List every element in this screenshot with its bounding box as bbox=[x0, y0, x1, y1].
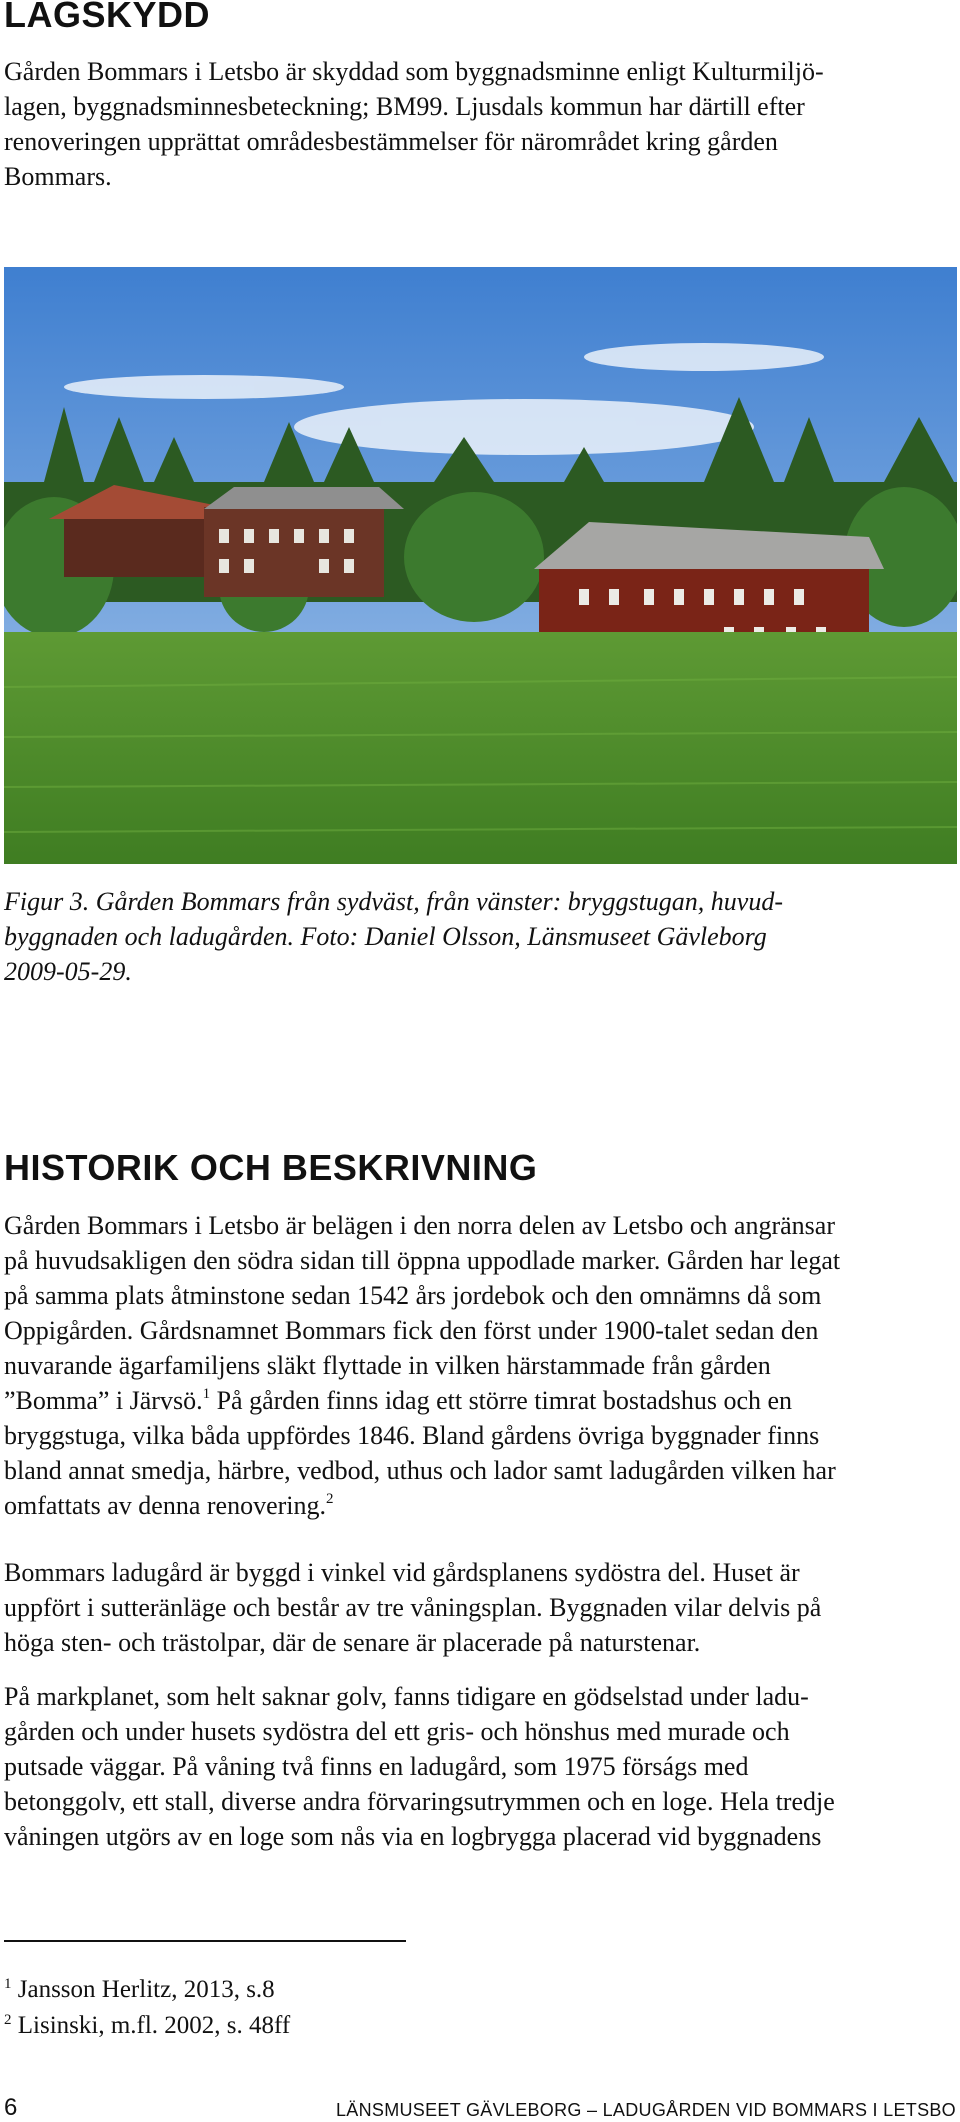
footnote-number: 2 bbox=[4, 2012, 12, 2028]
text-line: Bommars ladugård är byggd i vinkel vid gårdsplanens sydöstra del. Huset är bbox=[4, 1558, 800, 1587]
text-line: höga sten- och trästolpar, där de senare är placerade på naturstenar. bbox=[4, 1628, 701, 1657]
text-line: på samma plats åtminstone sedan 1542 års jordebok och den omnämns då som bbox=[4, 1281, 822, 1310]
text-line: bland annat smedja, härbre, vedbod, uthus och lador samt ladugården vilken har bbox=[4, 1456, 836, 1485]
text-line: På markplanet, som helt saknar golv, fanns tidigare en gödselstad under ladu- bbox=[4, 1682, 809, 1711]
farm-photo-illustration bbox=[4, 267, 957, 864]
footnote-text: Jansson Herlitz, 2013, s.8 bbox=[11, 1976, 275, 2003]
caption-line: byggnaden och ladugården. Foto: Daniel Olsson, Länsmuseet Gävleborg bbox=[4, 922, 767, 951]
figure-caption bbox=[4, 884, 954, 989]
historik-paragraph-1 bbox=[4, 1208, 954, 1523]
text-line: gården och under husets sydöstra del ett gris- och hönshus med murade och bbox=[4, 1717, 790, 1746]
text-line: Gården Bommars i Letsbo är skyddad som byggnadsminne enligt Kulturmiljö- bbox=[4, 57, 824, 86]
footnotes bbox=[4, 1972, 704, 2044]
text-line: lagen, byggnadsminnesbeteckning; BM99. Ljusdals kommun har därtill efter bbox=[4, 92, 805, 121]
footnote-text: Lisinski, m.fl. 2002, s. 48ff bbox=[11, 2012, 291, 2039]
section-heading-historik: HISTORIK OCH BESKRIVNING bbox=[4, 1147, 538, 1188]
caption-line: Figur 3. Gården Bommars från sydväst, från vänster: bryggstugan, huvud- bbox=[4, 887, 783, 916]
footnote-1 bbox=[4, 1972, 704, 2008]
text-line: uppfört i sutteränläge och består av tre våningsplan. Byggnaden vilar delvis på bbox=[4, 1593, 822, 1622]
text-line: på huvudsakligen den södra sidan till öppna uppodlade marker. Gården har legat bbox=[4, 1246, 841, 1275]
farm-photo bbox=[4, 267, 957, 864]
page-number: 6 bbox=[4, 2094, 18, 2121]
footnote-2 bbox=[4, 2008, 704, 2044]
text-fragment: ”Bomma” i Järvsö. bbox=[4, 1386, 203, 1415]
text-line: Bommars. bbox=[4, 162, 112, 191]
text-line: bryggstuga, vilka båda uppfördes 1846. Bland gårdens övriga byggnader finns bbox=[4, 1421, 820, 1450]
lagskydd-paragraph bbox=[4, 54, 954, 194]
historik-paragraph-3 bbox=[4, 1679, 954, 1854]
text-line bbox=[4, 1383, 954, 1418]
text-line: Gården Bommars i Letsbo är belägen i den norra delen av Letsbo och angränsar bbox=[4, 1211, 835, 1240]
text-line bbox=[4, 1488, 954, 1523]
text-line: betonggolv, ett stall, diverse andra förvaringsutrymmen och en loge. Hela tredje bbox=[4, 1787, 835, 1816]
footnote-separator bbox=[4, 1940, 406, 1942]
footnote-ref-2: 2 bbox=[326, 1491, 334, 1507]
section-heading-lagskydd: LAGSKYDD bbox=[4, 0, 211, 35]
text-line: våningen utgörs av en loge som nås via en logbrygga placerad vid byggnadens bbox=[4, 1822, 822, 1851]
text-line: Oppigården. Gårdsnamnet Bommars fick den först under 1900-talet sedan den bbox=[4, 1316, 819, 1345]
historik-paragraph-2 bbox=[4, 1555, 954, 1660]
huvudbyggnad bbox=[204, 487, 404, 597]
text-line: putsade väggar. På våning två finns en ladugård, som 1975 förságs med bbox=[4, 1752, 749, 1781]
running-title: LÄNSMUSEET GÄVLEBORG – LADUGÅRDEN VID BOMMARS I LETSBO bbox=[335, 2100, 956, 2120]
text-fragment: omfattats av denna renovering. bbox=[4, 1491, 326, 1520]
caption-line: 2009-05-29. bbox=[4, 957, 132, 986]
footnote-number: 1 bbox=[4, 1976, 12, 1992]
footnote-ref-1: 1 bbox=[202, 1386, 211, 1402]
text-fragment: På gården finns idag ett större timrat bostadshus och en bbox=[210, 1386, 793, 1415]
text-line: renoveringen upprättat områdesbestämmelser för närområdet kring gården bbox=[4, 127, 778, 156]
text-line: nuvarande ägarfamiljens släkt flyttade in vilken härstammade från gården bbox=[4, 1351, 771, 1380]
